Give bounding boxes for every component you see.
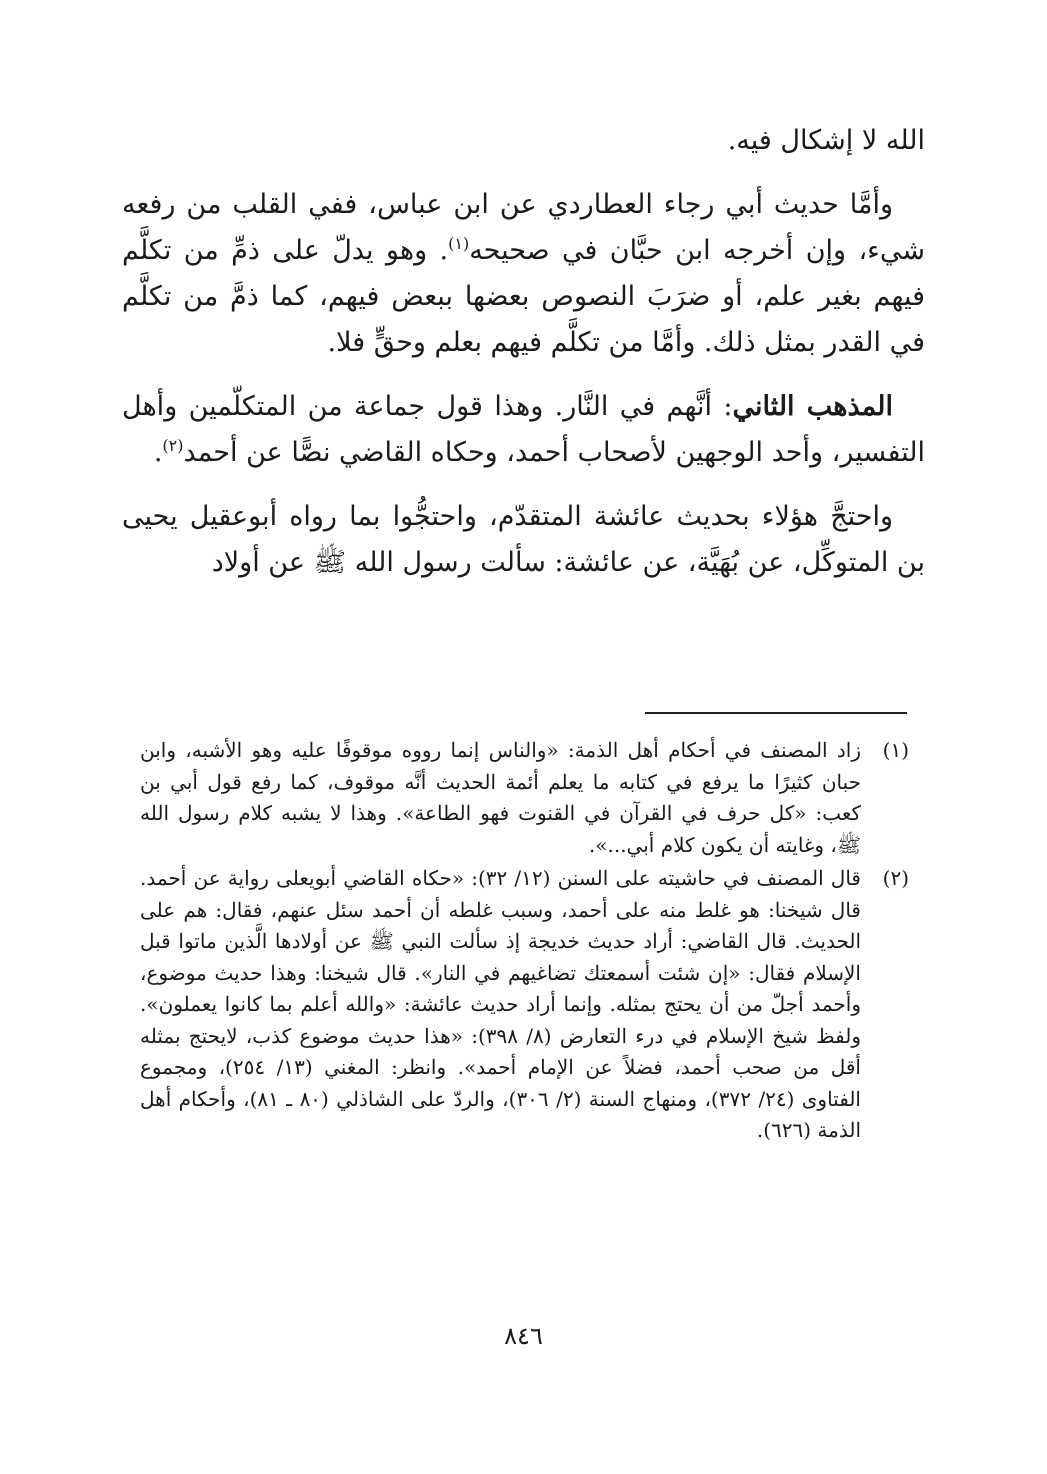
paragraph-continuation [122,118,925,164]
section-heading: المذهب الثاني [732,391,894,422]
footnote-text: قال المصنف في حاشيته على السنن (١٢/ ٣٢): «حكاه القاضي أبويعلى رواية عن أحمد. قال شيخنا: هو غلط منه على أحمد، وسبب غلطه أن أحمد سئل عنهم، فقال: هم على الحديث. قال القاضي: أراد حديث خديجة إذ سألت النبي ﷺ عن أولادها الَّذين ماتوا قبل الإسلام فقال: «إن شئت أسمعتك تضاغيهم في النار». قال شيخنا: وهذا حديث موضوع، وأحمد أجلّ من أن يحتج بمثله. وإنما أراد حديث عائشة: «والله أعلم بما كانوا يعملون». ولفظ شيخ الإسلام في درء التعارض (٨/ ٣٩٨): «هذا حديث موضوع كذب، لايحتج بمثله أقل من صحب أحمد، فضلاً عن الإمام أحمد». وانظر: المغني (١٣/ ٢٥٤)، ومجموع الفتاوى (٢٤/ ٣٧٢)، ومنهاج السنة (٢/ ٣٠٦)، والردّ على الشاذلي (٨٠ ـ ٨١)، وأحكام أهل الذمة (٦٢٦). [140,866,861,1142]
paragraph-2-text-a: : أنَّهم في النَّار. وهذا قول جماعة من المتكلّمين وأهل التفسير، وأحد الوجهين لأصحاب أحمد، وحكاه القاضي نصًّا عن أحمد [122,391,925,468]
paragraph-second-school [122,384,925,476]
footnote-ref-2[interactable]: (٢) [162,436,184,455]
paragraph-0-text: الله لا إشكال فيه. [727,125,925,156]
footnote-ref-1[interactable]: (١) [448,234,470,253]
footnote-number: (٢) [882,866,909,890]
paragraph-evidence [122,494,925,586]
paragraph-1-text-a: وأمَّا حديث أبي رجاء العطاردي عن ابن عباس، ففي القلب من رفعه شيء، وإن أخرجه ابن حبَّان في صحيحه [122,189,925,266]
paragraph-2-text-b: . [153,437,163,468]
footnote-1 [140,735,909,861]
paragraph-3-text: واحتجَّ هؤلاء بحديث عائشة المتقدّم، واحتجُّوا بما رواه أبوعقيل يحيى بن المتوكِّل، عن بُهَيَّة، عن عائشة: سألت رسول الله ﷺ عن أولاد [122,501,925,578]
paragraph-1-text-b: . وهو يدلّ على ذمِّ من تكلَّم فيهم بغير علم، أو ضرَبَ النصوص بعضها ببعض فيهم، كما ذمَّ من تكلَّم في القدر بمثل ذلك. وأمَّا من تكلَّم فيهم بعلم وحقٍّ فلا. [122,235,925,358]
page-number: ٨٤٦ [504,1322,543,1350]
footnote-2 [140,863,909,1147]
footnote-divider [645,712,907,714]
main-text [122,118,925,604]
footnote-number: (١) [882,738,909,762]
paragraph-abu-raja [122,182,925,366]
footnote-text: زاد المصنف في أحكام أهل الذمة: «والناس إنما رووه موقوفًا عليه وهو الأشبه، وابن حبان كثيرًا ما يرفع في كتابه ما يعلم أئمة الحديث أنَّه موقوف، كما رفع قول أبي بن كعب: «كل حرف في القرآن في القنوت فهو الطاعة». وهذا لا يشبه كلام رسول الله ﷺ، وغايته أن يكون كلام أبي...». [140,738,861,857]
footnotes [140,735,909,1149]
